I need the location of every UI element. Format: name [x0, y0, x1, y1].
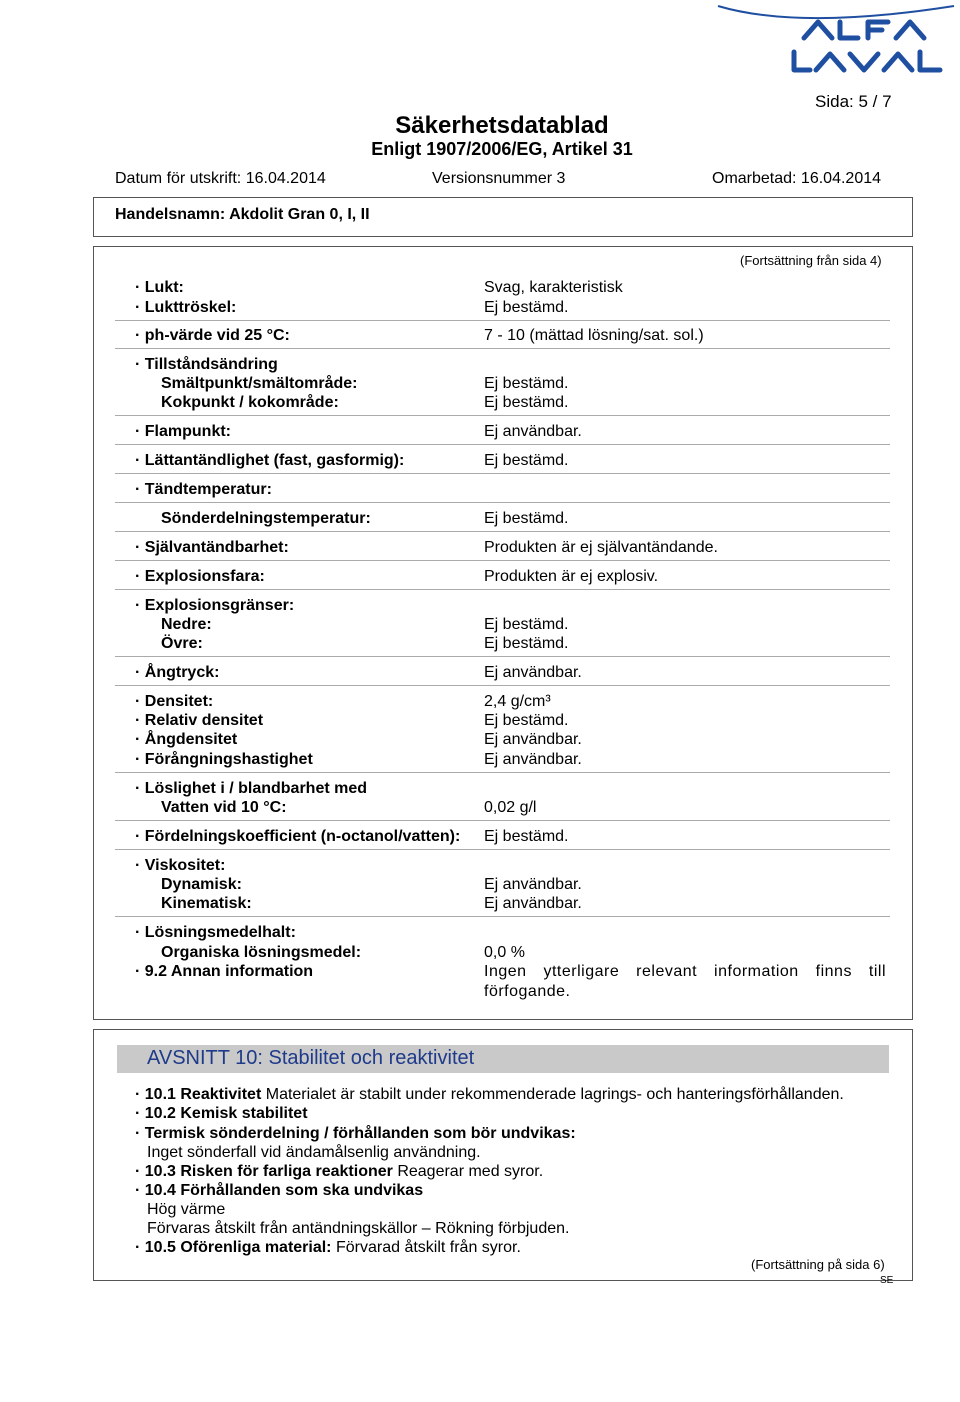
- organic-solvent-value: 0,0 %: [484, 944, 525, 961]
- reactivity-text: Materialet är stabilt under rekommenderade lagrings- och hanteringsförhållanden.: [265, 1086, 844, 1103]
- decomposition-label: Sönderdelningstemperatur:: [161, 510, 371, 527]
- dynamic-label: Dynamisk:: [161, 876, 242, 893]
- relative-density-value: Ej bestämd.: [484, 712, 569, 729]
- hazardous-reactions-text: Reagerar med syror.: [397, 1163, 544, 1180]
- reactivity-row: [135, 1086, 844, 1104]
- document-title: Säkerhetsdatablad: [395, 112, 609, 139]
- upper-limit-value: Ej bestämd.: [484, 635, 569, 652]
- density-label: · Densitet:: [135, 693, 214, 710]
- odor-value: Svag, karakteristisk: [484, 279, 623, 296]
- vapor-pressure-value: Ej användbar.: [484, 664, 582, 681]
- lower-limit-value: Ej bestämd.: [484, 616, 569, 633]
- ph-label: · ph-värde vid 25 °C:: [135, 327, 290, 344]
- document-subtitle: Enligt 1907/2006/EG, Artikel 31: [371, 139, 633, 159]
- revised-date: Omarbetad: 16.04.2014: [712, 170, 882, 187]
- flash-point-value: Ej användbar.: [484, 423, 582, 440]
- continued-to: (Fortsättning på sida 6): [751, 1257, 885, 1272]
- partition-label: · Fördelningskoefficient (n-octanol/vatten):: [135, 828, 461, 845]
- self-ignition-label: · Självantändbarhet:: [135, 539, 289, 556]
- divider: [115, 320, 890, 321]
- alfa-laval-logo-icon: [712, 0, 960, 80]
- trade-name: Handelsnamn: Akdolit Gran 0, I, II: [115, 206, 370, 223]
- divider: [115, 685, 890, 686]
- conditions-to-avoid-label: · 10.4 Förhållanden som ska undvikas: [135, 1182, 424, 1199]
- ph-value: 7 - 10 (mättad lösning/sat. sol.): [484, 327, 704, 344]
- explosion-value: Produkten är ej explosiv.: [484, 568, 659, 585]
- kinematic-label: Kinematisk:: [161, 895, 252, 912]
- kinematic-value: Ej användbar.: [484, 895, 582, 912]
- explosion-label: · Explosionsfara:: [135, 568, 265, 585]
- water-value: 0,02 g/l: [484, 799, 537, 816]
- lower-limit-label: Nedre:: [161, 616, 212, 633]
- print-date: Datum för utskrift: 16.04.2014: [115, 170, 326, 187]
- flammability-value: Ej bestämd.: [484, 452, 569, 469]
- boiling-value: Ej bestämd.: [484, 394, 569, 411]
- odor-threshold-label: · Lukttröskel:: [135, 299, 237, 316]
- hazardous-reactions-label: · 10.3 Risken för farliga reaktioner: [135, 1163, 393, 1180]
- density-value: 2,4 g/cm³: [484, 693, 551, 710]
- thermal-decomposition-text: Inget sönderfall vid ändamålsenlig användning.: [147, 1144, 481, 1161]
- self-ignition-value: Produkten är ej självantändande.: [484, 539, 718, 556]
- divider: [115, 444, 890, 445]
- conditions-line-1: Hög värme: [147, 1201, 226, 1218]
- language-code: SE: [880, 1275, 894, 1286]
- other-info-value: Ingen ytterligare relevant information finns till förfogande.: [484, 963, 886, 1000]
- divider: [115, 473, 890, 474]
- divider: [115, 820, 890, 821]
- divider: [115, 531, 890, 532]
- dynamic-value: Ej användbar.: [484, 876, 582, 893]
- solvent-label: · Lösningsmedelhalt:: [135, 924, 296, 941]
- conditions-line-2: Förvaras åtskilt från antändningskällor – Rökning förbjuden.: [147, 1220, 570, 1237]
- incompatible-materials-label: · 10.5 Oförenliga material:: [135, 1239, 332, 1256]
- upper-limit-label: Övre:: [161, 635, 203, 652]
- flash-point-label: · Flampunkt:: [135, 423, 231, 440]
- thermal-decomposition-label: · Termisk sönderdelning / förhållanden som bör undvikas:: [135, 1125, 576, 1142]
- evaporation-label: · Förångningshastighet: [135, 751, 313, 768]
- organic-solvent-label: Organiska lösningsmedel:: [161, 944, 362, 961]
- incompatible-materials-text: Förvarad åtskilt från syror.: [335, 1239, 521, 1256]
- solubility-label: · Löslighet i / blandbarhet med: [135, 780, 368, 797]
- odor-label: · Lukt:: [135, 279, 184, 296]
- version-number: Versionsnummer 3: [432, 170, 566, 187]
- flammability-label: · Lättantändlighet (fast, gasformig):: [135, 452, 405, 469]
- vapor-density-value: Ej användbar.: [484, 731, 582, 748]
- divider: [115, 849, 890, 850]
- melting-value: Ej bestämd.: [484, 375, 569, 392]
- partition-value: Ej bestämd.: [484, 828, 569, 845]
- page-number: Sida: 5 / 7: [815, 92, 892, 111]
- divider: [115, 502, 890, 503]
- divider: [115, 415, 890, 416]
- other-info-label: · 9.2 Annan information: [135, 963, 314, 980]
- divider: [115, 589, 890, 590]
- divider: [115, 348, 890, 349]
- divider: [115, 656, 890, 657]
- odor-threshold-value: Ej bestämd.: [484, 299, 569, 316]
- explosion-limits-label: · Explosionsgränser:: [135, 597, 295, 614]
- water-label: Vatten vid 10 °C:: [161, 799, 287, 816]
- viscosity-label: · Viskositet:: [135, 857, 226, 874]
- evaporation-value: Ej användbar.: [484, 751, 582, 768]
- continued-from: (Fortsättning från sida 4): [740, 253, 882, 268]
- melting-label: Smältpunkt/smältområde:: [161, 375, 358, 392]
- reactivity-label: · 10.1 Reaktivitet: [135, 1086, 262, 1103]
- ignition-label: · Tändtemperatur:: [135, 481, 272, 498]
- section-10-title: AVSNITT 10: Stabilitet och reaktivitet: [147, 1047, 475, 1069]
- divider: [115, 772, 890, 773]
- divider: [115, 560, 890, 561]
- incompatible-materials-row: [135, 1239, 521, 1257]
- vapor-density-label: · Ångdensitet: [135, 731, 238, 748]
- hazardous-reactions-row: [135, 1163, 543, 1181]
- divider: [115, 916, 890, 917]
- chemical-stability-label: · 10.2 Kemisk stabilitet: [135, 1105, 308, 1122]
- boiling-label: Kokpunkt / kokområde:: [161, 394, 339, 411]
- decomposition-value: Ej bestämd.: [484, 510, 569, 527]
- relative-density-label: · Relativ densitet: [135, 712, 264, 729]
- state-change-label: · Tillståndsändring: [135, 356, 278, 373]
- vapor-pressure-label: · Ångtryck:: [135, 664, 220, 681]
